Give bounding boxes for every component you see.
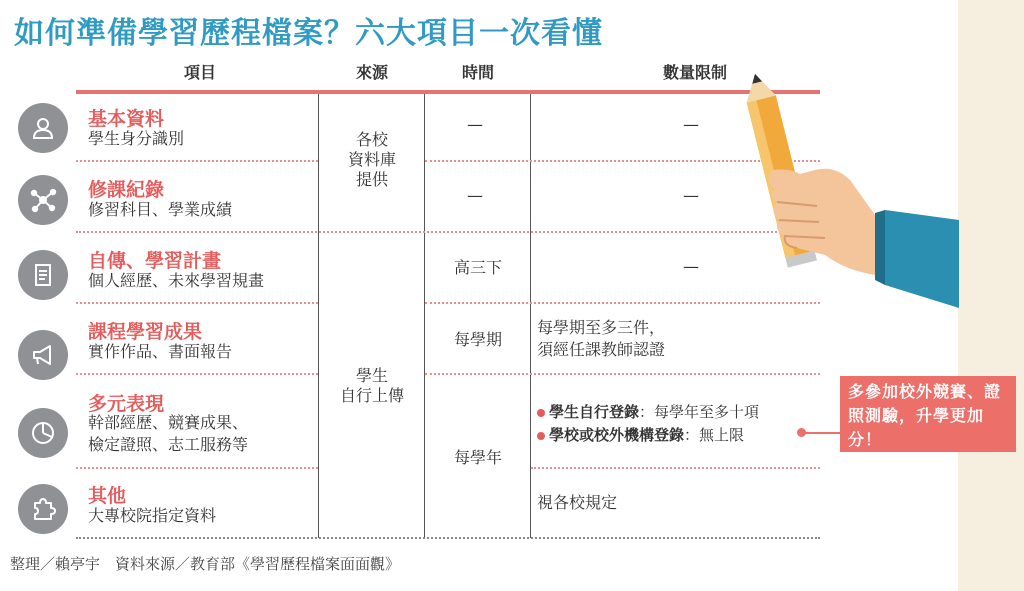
source-cell: 各校 資料庫 提供 bbox=[347, 130, 396, 189]
row-divider bbox=[76, 373, 318, 375]
header-time: 時間 bbox=[461, 63, 494, 82]
row-desc: 個人經歷、未來學習規畫 bbox=[88, 271, 265, 290]
limit-cell: — bbox=[683, 115, 699, 134]
row-title: 修課紀錄 bbox=[88, 179, 165, 201]
row-desc: 學生身分識別 bbox=[88, 129, 185, 148]
row-title: 多元表現 bbox=[88, 393, 165, 415]
header-source: 來源 bbox=[355, 63, 388, 82]
callout-connector bbox=[802, 432, 842, 434]
row-desc: 大專校院指定資料 bbox=[88, 506, 217, 525]
limit-bullet: 學生自行登錄：每學年至多十項 bbox=[537, 401, 759, 422]
row-divider bbox=[76, 467, 318, 469]
callout-box: 多參加校外競賽、證照測驗，升學更加分！ bbox=[840, 376, 1016, 452]
column-divider bbox=[318, 94, 319, 538]
side-strip bbox=[958, 0, 1024, 591]
puzzle-icon bbox=[18, 484, 68, 534]
hand-pencil-illustration bbox=[735, 70, 959, 310]
row-desc: 實作作品、書面報告 bbox=[88, 342, 233, 361]
bullet-dot-icon bbox=[537, 409, 545, 417]
limit-bullet: 學校或校外機構登錄：無上限 bbox=[537, 424, 744, 445]
table-bottom-divider bbox=[76, 537, 820, 539]
callout-dot bbox=[797, 428, 806, 437]
row-desc: 幹部經歷、競賽成果、 檢定證照、志工服務等 bbox=[88, 413, 249, 454]
document-icon bbox=[18, 250, 68, 300]
row-title: 課程學習成果 bbox=[88, 321, 203, 343]
row-divider bbox=[76, 160, 318, 162]
row-desc: 修習科目、學業成績 bbox=[88, 200, 233, 219]
row-title: 自傳、學習計畫 bbox=[88, 250, 222, 272]
header-divider bbox=[76, 90, 820, 94]
limit-cell: 每學期至多三件， 須經任課教師認證 bbox=[537, 318, 666, 359]
time-cell: — bbox=[467, 186, 483, 205]
pie-chart-icon bbox=[18, 408, 68, 458]
megaphone-icon bbox=[18, 330, 68, 380]
header-item: 項目 bbox=[183, 63, 216, 82]
row-title: 其他 bbox=[88, 485, 127, 507]
time-cell: 每學期 bbox=[453, 330, 502, 349]
row-divider bbox=[425, 373, 820, 375]
limit-cell: — bbox=[683, 257, 699, 276]
time-cell: — bbox=[467, 115, 483, 134]
network-icon bbox=[18, 175, 68, 225]
bullet-dot-icon bbox=[537, 432, 545, 440]
row-divider bbox=[76, 231, 820, 233]
footer-credit: 整理／賴亭宇 資料來源／教育部《學習歷程檔案面面觀》 bbox=[10, 555, 401, 573]
row-divider bbox=[531, 467, 820, 469]
person-icon bbox=[18, 103, 68, 153]
row-divider bbox=[76, 302, 318, 304]
row-title: 基本資料 bbox=[88, 108, 165, 130]
page-title: 如何準備學習歷程檔案？六大項目一次看懂 bbox=[14, 16, 603, 51]
header-limit: 數量限制 bbox=[662, 63, 727, 82]
source-cell: 學生 自行上傳 bbox=[339, 366, 404, 405]
limit-cell: 視各校規定 bbox=[537, 493, 618, 512]
time-cell: 高三下 bbox=[453, 258, 502, 277]
limit-cell: — bbox=[683, 186, 699, 205]
time-cell: 每學年 bbox=[453, 448, 502, 467]
